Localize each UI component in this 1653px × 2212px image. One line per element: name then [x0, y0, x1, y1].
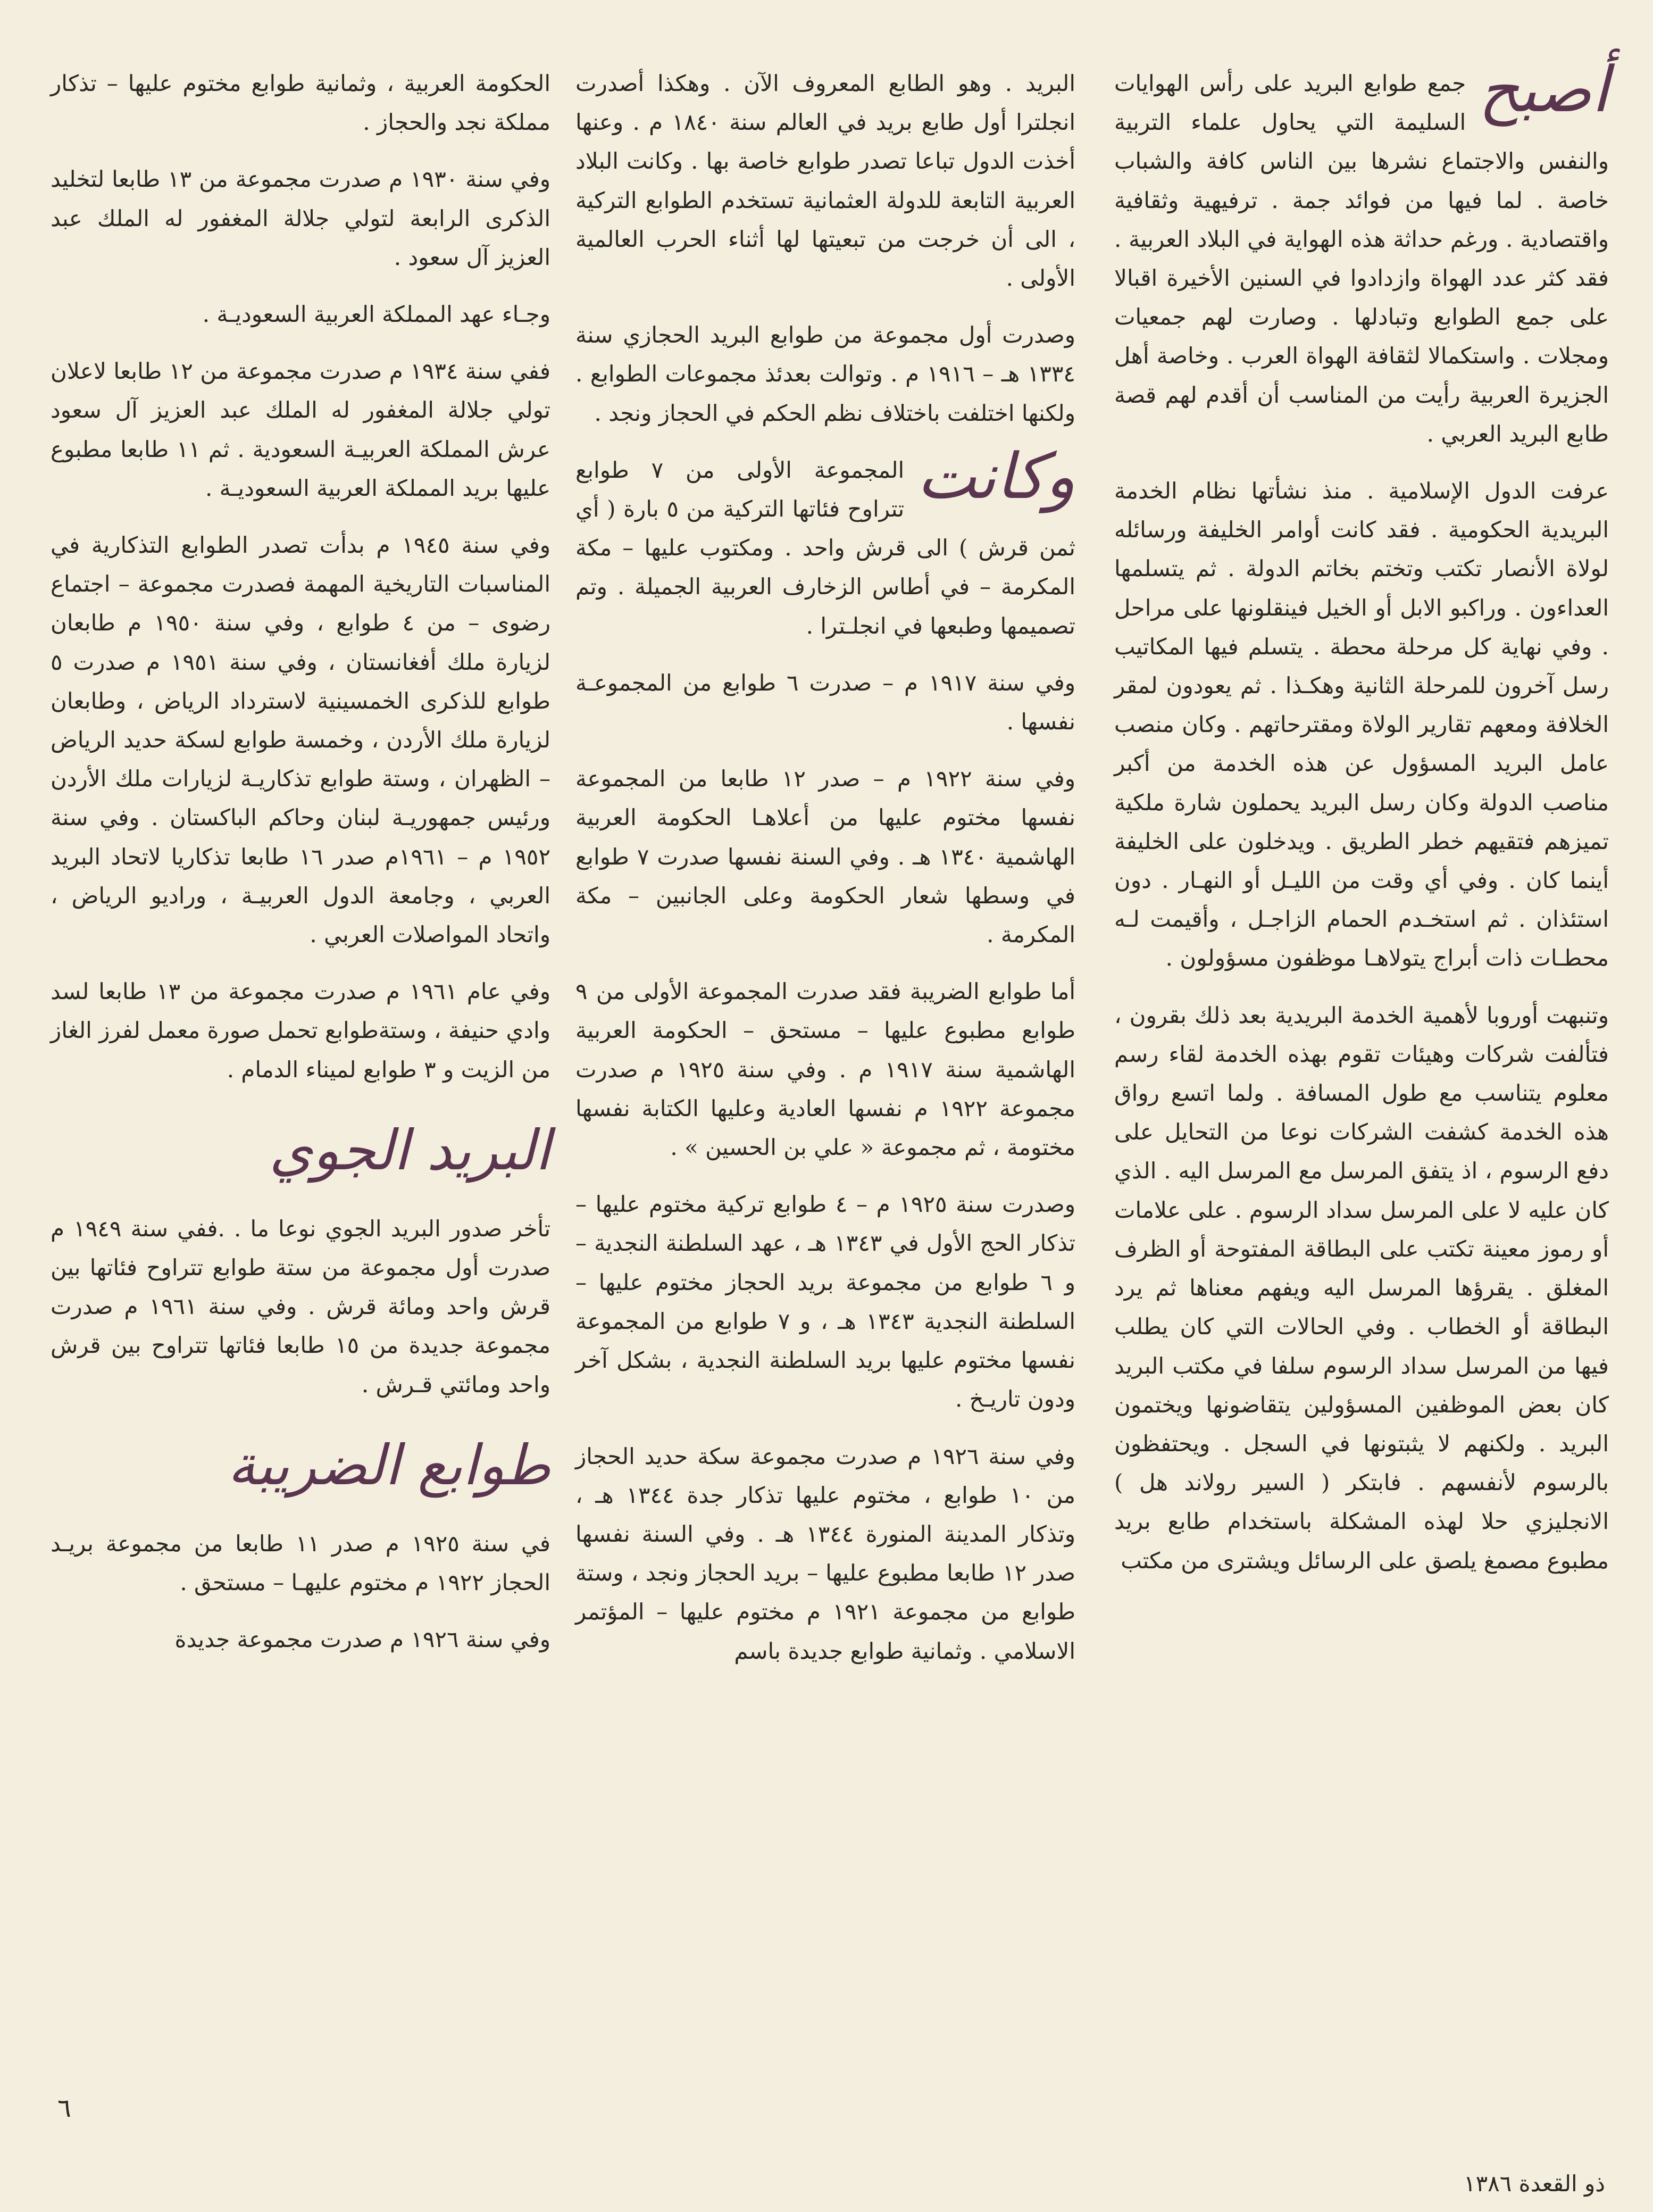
- paragraph: عرفت الدول الإسلامية . منذ نشأتها نظام الخدمة البريدية الحكومية . فقد كانت أوامر الخليفة ورسائله لولاة الأنصار تكتب وتختم بخاتم الدولة . ثم يتسلمها العداءون . وراكبو الابل أو الخيل فينقلونها على مراحل . وفي نهاية كل مرحلة محطة . يتسلم فيها المكاتيب رسل آخرون للمرحلة الثانية وهكـذا . ثم يعودون لمقر الخلافة ومعهم تقارير الولاة ومقترحاتهم . وكان منصب عامل البريد المسؤول عن هذه الخدمة من أكبر مناصب الدولة وكان رسل البريد يحملون شارة ملكية تميزهم فتقيهم خطر الطريق . ويدخلون على الخليفة أينما كان . وفي أي وقت من الليـل أو النهـار . دون استئذان . ثم استخـدم الحمام الزاجـل ، وأقيمت لـه محطـات ذات أبراج يتولاهـا موظفون مسؤولون .: [1114, 478, 1609, 971]
- paragraph: البريد . وهو الطابع المعروف الآن . وهكذا أصدرت انجلترا أول طابع بريد في العالم سنة ١٨٤٠ م . وعنها أخذت الدول تباعا تصدر طوابع خاصة بها . وكانت البلاد العربية التابعة للدولة العثمانية تستخدم الطوابع التركية ، الى أن خرجت من تبعيتها لها أثناء الحرب العالمية الأولى .: [575, 70, 1076, 292]
- paragraph: في سنة ١٩٢٥ م صدر ١١ طابعا من مجموعة بريـد الحجاز ١٩٢٢ م مختوم عليهـا – مستحق .: [51, 1530, 550, 1596]
- paragraph: وجـاء عهد المملكة العربية السعوديـة .: [202, 301, 550, 328]
- paragraph-text: المجموعة الأولى من ٧ طوابع تتراوح فئاتها التركية من ٥ بارة ( أي ثمن قرش ) الى قرش واحد . ومكتوب عليها – مكة المكرمة – في أطاس الزخارف العربية الجميلة . وتم تصميمها وطبعها في انجلـترا .: [575, 456, 1075, 639]
- column-left: [51, 64, 550, 1677]
- paragraph: وفي سنة ١٩٢٦ م صدرت مجموعة سكة حديد الحجاز من ١٠ طوابع ، مختوم عليها تذكار جدة ١٣٤٤ هـ ، وتذكار المدينة المنورة ١٣٤٤ هـ . وفي السنة نفسها صدر ١٢ طابعا مطبوع عليها – بريد الحجاز ونجد ، وستة طوابع من مجموعة ١٩٢١ م مختوم عليها – المؤتمر الاسلامي . وثمانية طوابع جديدة باسم: [575, 1443, 1076, 1664]
- paragraph: وفي سنة ١٩١٧ م – صدرت ٦ طوابع من المجموعـة نفسها .: [575, 669, 1076, 735]
- paragraph: [575, 439, 1075, 645]
- column-middle: [575, 64, 1075, 1689]
- section-heading-tax-stamps: طوابع الضريبة: [228, 1432, 550, 1498]
- paragraph: وصدرت أول مجموعة من طوابع البريد الحجازي سنة ١٣٣٤ هـ – ١٩١٦ م . وتوالت بعدئذ مجموعات الطوابع . ولكنها اختلفت باختلاف نظم الحكم في الحجاز ونجد .: [575, 322, 1075, 426]
- paragraph: وفي سنة ١٩٣٠ م صدرت مجموعة من ١٣ طابعا لتخليد الذكرى الرابعة لتولي جلالة المغفور له الملك عبد العزيز آل سعود .: [51, 166, 551, 270]
- paragraph: الحكومة العربية ، وثمانية طوابع مختوم عليها – تذكار مملكة نجد والحجاز .: [51, 70, 550, 136]
- paragraph: وفي عام ١٩٦١ م صدرت مجموعة من ١٣ طابعا لسد وادي حنيفة ، وستةطوابع تحمل صورة معمل لفرز الغاز من الزيت و ٣ طوابع لميناء الدمام .: [51, 978, 551, 1083]
- paragraph: [1114, 53, 1609, 453]
- paragraph: وصدرت سنة ١٩٢٥ م – ٤ طوابع تركية مختوم عليها – تذكار الحج الأول في ١٣٤٣ هـ ، عهد السلطنة النجدية – و ٦ طوابع من مجموعة بريد الحجاز مختوم عليها – السلطنة النجدية ١٣٤٣ هـ ، و ٧ طوابع من المجموعة نفسها مختوم عليها بريد السلطنة النجدية ، بشكل آخر ودون تاريـخ .: [575, 1191, 1076, 1412]
- paragraph: وفي سنة ١٩٢٢ م – صدر ١٢ طابعا من المجموعة نفسها مختوم عليها من أعلاهـا الحكومة العربية الهاشمية ١٣٤٠ هـ . وفي السنة نفسها صدرت ٧ طوابع في وسطها شعار الحكومة وعلى الجانبين – مكة المكرمة .: [575, 766, 1076, 948]
- paragraph: تأخر صدور البريد الجوي نوعا ما . .ففي سنة ١٩٤٩ م صدرت أول مجموعة من ستة طوابع تتراوح فئاتها بين قرش واحد ومائة قرش . وفي سنة ١٩٦١ م صدرت مجموعة جديدة من ١٥ طابعا فئاتها تتراوح بين قرش واحد ومائتي قـرش .: [51, 1215, 551, 1398]
- paragraph: ففي سنة ١٩٣٤ م صدرت مجموعة من ١٢ طابعا لاعلان تولي جلالة المغفور له الملك عبد العزيز آل سعود عرش المملكة العربيـة السعودية . ثم ١١ طابعا مطبوع عليها بريد المملكة العربية السعوديـة .: [51, 358, 550, 501]
- dropcap: أصبح: [1479, 53, 1609, 126]
- paragraph: وفي سنة ١٩٤٥ م بدأت تصدر الطوابع التذكارية في المناسبات التاريخية المهمة فصدرت مجموعة – اجتماع رضوى – من ٤ طوابع ، وفي سنة ١٩٥٠ م طابعان لزيارة ملك أفغانستان ، وفي سنة ١٩٥١ م صدرت ٥ طوابع للذكرى الخمسينية لاسترداد الرياض ، وطابعان لزيارة ملك الأردن ، وخمسة طوابع لسكة حديد الرياض – الظهران ، وستة طوابع تذكاريـة لزيارات ملك الأردن ورئيس جمهوريـة لبنان وحاكم الباكستان . وفي سنة ١٩٥٢ م – ١٩٦١م صدر ١٦ طابعا تذكاريا لاتحاد البريد العربي ، وجامعة الدول العربيـة ، وراديو الرياض ، واتحاد المواصلات العربي .: [51, 532, 550, 948]
- issue-date: ذو القعدة ١٣٨٦: [1464, 2171, 1605, 2197]
- page-number: ٦: [57, 2093, 71, 2123]
- paragraph-text: جمع طوابع البريد على رأس الهوايات السليمة التي يحاول علماء التربية والنفس والاجتماع نشرها بين الناس كافة والشباب خاصة . لما فيها من فوائد جمة . ترفيهية وثقافية واقتصادية . ورغم حداثة هذه الهواية في البلاد العربية . فقد كثر عدد الهواة وازدادوا في السنين الأخيرة اقبالا على جمع الطوابع وتبادلها . وصارت لهم جمعيات ومجلات . واستكمالا لثقافة الهواة العرب . وخاصة أهل الجزيرة العربية رأيت من المناسب أن أقدم لهم قصة طابع البريد العربي .: [1114, 70, 1609, 447]
- paragraph: وفي سنة ١٩٢٦ م صدرت مجموعة جديدة: [174, 1626, 550, 1653]
- column-right: [1114, 53, 1609, 1598]
- paragraph: أما طوابع الضريبة فقد صدرت المجموعة الأولى من ٩ طوابع مطبوع عليها – مستحق – الحكومة العربية الهاشمية سنة ١٩١٧ م . وفي سنة ١٩٢٥ م صدرت مجموعة ١٩٢٢ م نفسها العادية وعليها الكتابة نفسها مختومة ، ثم مجموعة « علي بن الحسين » .: [575, 978, 1076, 1161]
- section-heading-air-mail: البريد الجوي: [269, 1117, 550, 1183]
- dropcap: وكانت: [917, 439, 1075, 513]
- paragraph: وتنبهت أوروبا لأهمية الخدمة البريدية بعد ذلك بقرون ، فتألفت شركات وهيئات تقوم بهذه الخدمة لقاء رسم معلوم يتناسب مع طول المسافة . ولما اتسع رواق هذه الخدمة كشفت الشركات نوعا من التحايل على دفع الرسوم ، اذ يتفق المرسل مع المرسل اليه . الذي كان عليه لا على المرسل سداد الرسوم . على علامات أو رموز معينة تكتب على البطاقة المفتوحة أو الظرف المغلق . يقرؤها المرسل اليه ويفهم معناها ثم يرد البطاقة أو الخطاب . وفي الحالات التي كان يطلب فيها من المرسل سداد الرسوم سلفا في مكتب البريد كان بعض الموظفين المسؤولين يتقاضونها ويختمون البريد . ولكنهم لا يثبتونها في السجل . ويحتفظون بالرسوم لأنفسهم . فابتكر ( السير رولاند هل ) الانجليزي حلا لهذه المشكلة باستخدام طابع بريد مطبوع مصمغ يلصق على الرسائل ويشترى من مكتب: [1114, 1002, 1609, 1574]
